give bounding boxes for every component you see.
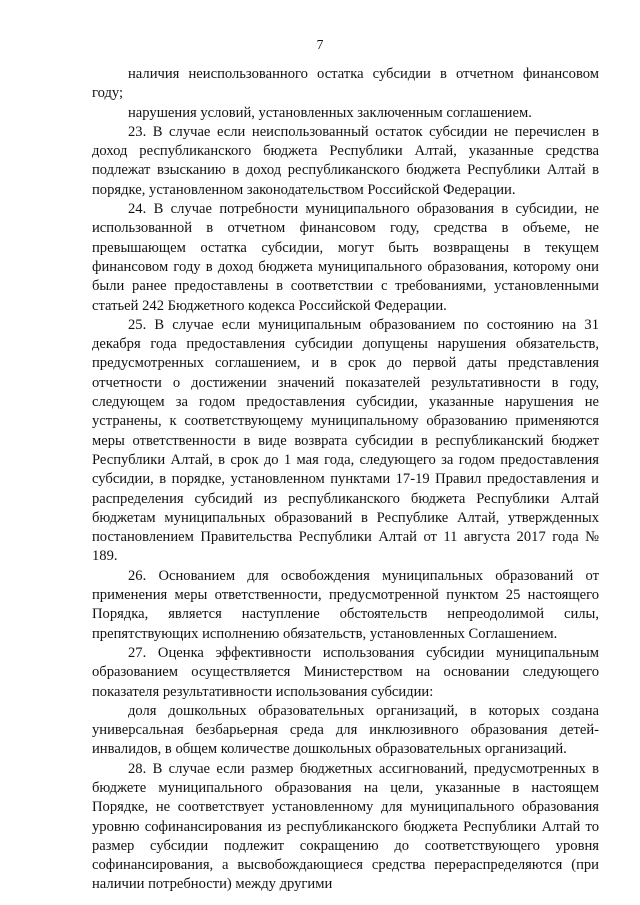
paragraph-item-27-indicator: доля дошкольных образовательных организаций, в которых создана универсальная безбарьерная среда для инклюзивного образования детей-инвалидов, в общем количестве дошкольных образовательных организаций.	[92, 702, 599, 758]
document-body	[92, 65, 599, 895]
page-number: 7	[316, 37, 324, 52]
paragraph-item-27: 27. Оценка эффективности использования субсидии муниципальным образованием осуществляется Министерством на основании следующего показателя результативности использования субсидии:	[92, 644, 599, 700]
paragraph-continuation-unused-balance: наличия неиспользованного остатка субсидии в отчетном финансовом году;	[92, 66, 599, 102]
paragraph-item-26: 26. Основанием для освобождения муниципальных образований от применения меры ответственности, предусмотренной пунктом 25 настоящего Порядка, является наступление обстоятельств непреодолимой силы, препятствующих исполнению обязательств, установленных Соглашением.	[92, 567, 599, 642]
paragraph-item-28: 28. В случае если размер бюджетных ассигнований, предусмотренных в бюджете муниципального образования на цели, указанные в настоящем Порядке, не соответствует установленному для муниципального образования уровню софинансирования из республиканского бюджета Республики Алтай то размер субсидии подлежит сокращению до соответствующего уровня софинансирования, а высвобождающиеся средства перераспределяются (при наличии потребности) между другими	[92, 760, 599, 893]
paragraph-item-24: 24. В случае потребности муниципального образования в субсидии, не использованной в отчетном финансовом году, средства в объеме, не превышающем остатка субсидии, могут быть возвращены в текущем финансовом году в доход бюджета муниципального образования, которому они были ранее предоставлены в соответствии с требованиями, установленными статьей 242 Бюджетного кодекса Российской Федерации.	[92, 201, 599, 314]
paragraph-item-25: 25. В случае если муниципальным образованием по состоянию на 31 декабря года предоставления субсидии допущены нарушения обязательств, предусмотренных соглашением, и в срок до первой даты представления отчетности о достижении значений показателей результативности в году, следующем за годом предоставления субсидии, указанные нарушения не устранены, к соответствующему муниципальному образованию применяются меры ответственности в виде возврата субсидии в республиканский бюджет Республики Алтай, в срок до 1 мая года, следующего за годом предоставления субсидии, в порядке, установленном пунктами 17-19 Правил предоставления и распределения субсидий из республиканского бюджета Республики Алтай бюджетам муниципальных образований в Республике Алтай, утвержденных постановлением Правительства Республики Алтай от 11 августа 2017 года № 189.	[92, 316, 599, 565]
paragraph-item-23: 23. В случае если неиспользованный остаток субсидии не перечислен в доход республиканского бюджета Республики Алтай, указанные средства подлежат взысканию в доход республиканского бюджета Республики Алтай в порядке, установленном законодательством Российской Федерации.	[92, 123, 599, 198]
paragraph-continuation-violation: нарушения условий, установленных заключенным соглашением.	[128, 104, 532, 121]
